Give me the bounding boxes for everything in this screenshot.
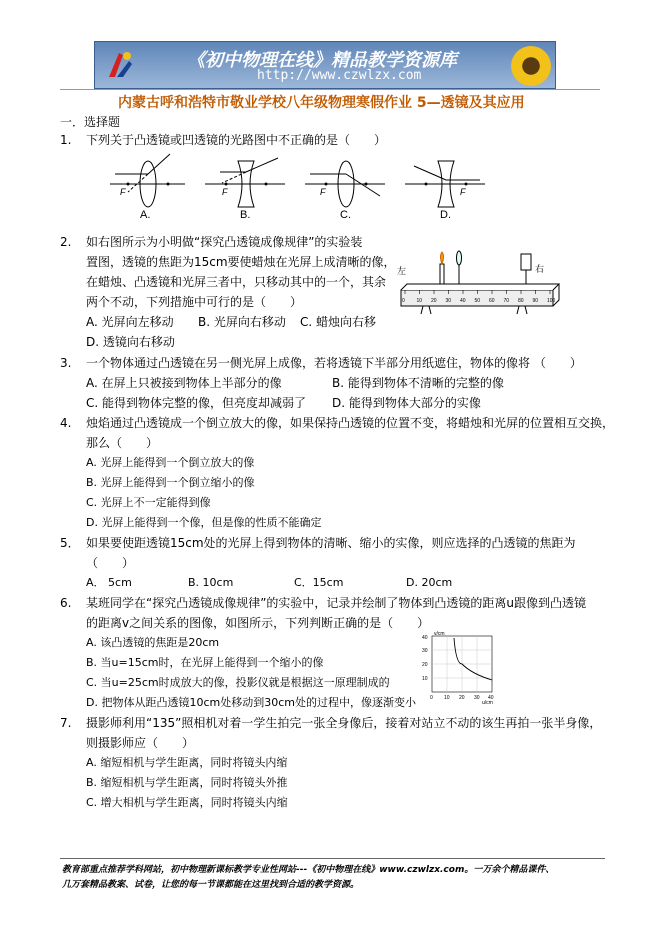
graph-y-label: v/cm [434,631,445,637]
q2-line-1: 如右图所示为小明做“探究凸透镜成像规律”的实验装 [86,235,363,249]
q5-line-1: 如果要使距透镜15cm处的光屏上得到物体的清晰、缩小的实像，则应选择的凸透镜的焦距为 [86,536,576,550]
ruler-tick-label: 20 [431,298,437,304]
footer-line-2: 几万套精品教案、试卷，让您的每一节课都能在这里找到合适的教学资源。 [62,880,360,890]
ruler-tick-label: 50 [474,298,481,304]
diagram-c-label: C. [340,209,351,221]
ruler-tick-label: 90 [532,298,539,304]
banner-title: 《初中物理在线》精品教学资源库 [187,50,457,71]
q6-option-b: B. 当u=15cm时，在光屏上能得到一个缩小的像 [86,656,324,669]
q7-option-c: C. 增大相机与学生距离，同时将镜头内缩 [86,796,288,809]
q5-line-2: （ ） [86,556,135,570]
q2-option-c: C. 蜡烛向右移 [300,315,377,329]
ruler-tick-label: 40 [460,298,466,304]
q2-line-4: 两个不动，下列措施中可行的是（ ） [86,295,303,309]
ruler-tick-label: 0 [402,298,405,304]
diagram-b-label: B. [240,209,251,221]
banner-url[interactable]: http://www.czwlzx.com [257,68,422,83]
document-title: 内蒙古呼和浩特市敬业学校八年级物理寒假作业 5—透镜及其应用 [118,95,525,111]
q3-option-b: B. 能得到物体不清晰的完整的像 [332,376,504,390]
q4-line-1: 烛焰通过凸透镜成一个倒立放大的像，如果保持凸透镜的位置不变，将蜡烛和光屏的位置相互交换， [86,416,615,430]
q2-option-b: B. 光屏向右移动 [198,315,286,329]
svg-text:F: F [320,187,326,197]
site-logo [105,49,135,81]
q3-option-a: A. 在屏上只被接到物体上半部分的像 [86,376,282,390]
q6-line-1: 某班同学在“探究凸透镜成像规律”的实验中，记录并绘制了物体到凸透镜的距离u跟像到凸透镜 [86,596,587,610]
svg-text:F: F [222,187,228,197]
q7-option-a: A. 缩短相机与学生距离，同时将镜头内缩 [86,756,288,769]
q4-line-2: 那么（ ） [86,436,159,450]
header-divider [60,89,600,90]
ruler-tick-label: 30 [445,298,452,304]
q3-option-c: C. 能得到物体完整的像，但亮度却减弱了 [86,396,307,410]
uv-graph [418,628,500,706]
svg-text:F: F [460,187,466,197]
q5-option-c: C．15cm [294,576,344,589]
svg-text:30: 30 [474,695,480,701]
q4-number: 4. [60,416,72,430]
q2-number: 2. [60,235,72,249]
q3-number: 3. [60,356,72,370]
svg-text:40: 40 [488,695,494,701]
q5-option-b: B. 10cm [188,576,234,589]
ruler-tick-label: 100 [547,298,556,304]
q6-option-d: D. 把物体从距凸透镜10cm处移动到30cm处的过程中，像逐渐变小 [86,696,416,709]
q4-option-d: D. 光屏上能得到一个像，但是像的性质不能确定 [86,516,322,529]
svg-text:20: 20 [422,662,428,668]
graph-x-label: u/cm [482,700,493,706]
q3-text: 一个物体通过凸透镜在另一侧光屏上成像，若将透镜下半部分用纸遮住，物体的像将 （ ） [86,356,582,370]
q1-diagrams [100,152,500,226]
optical-bench-diagram [393,244,563,320]
q7-line-1: 摄影师利用“135”照相机对着一学生拍完一张全身像后，接着对站立不动的该生再拍一张半身像， [86,716,602,730]
focus-label: F [120,187,126,197]
diagram-b [205,158,285,221]
q6-line-2: 的距离v之间关系的图像，如图所示，下列判断正确的是（ ） [86,616,430,630]
section-heading: 一．选择题 [60,115,121,129]
svg-text:20: 20 [459,695,465,701]
ruler-tick-label: 70 [503,298,510,304]
svg-text:30: 30 [422,648,428,654]
q5-option-d: D. 20cm [406,576,453,589]
q5-number: 5． [60,536,80,550]
diagram-a [110,154,185,221]
q6-option-a: A. 该凸透镜的焦距是20cm [86,636,220,649]
q4-option-b: B. 光屏上能得到一个倒立缩小的像 [86,476,255,489]
q6-number: 6. [60,596,72,610]
left-label: 左 [397,266,407,276]
q4-option-a: A. 光屏上能得到一个倒立放大的像 [86,456,255,469]
q1-number: 1. [60,133,72,147]
site-banner [94,41,556,89]
q5-option-a: A． 5cm [86,576,132,589]
ruler-tick-label: 80 [518,298,524,304]
svg-text:10: 10 [422,676,428,682]
footer [62,863,622,893]
q2-line-2: 置图，透镜的焦距为15cm要使蜡烛在光屏上成清晰的像， [86,255,396,269]
q2-option-a: A. 光屏向左移动 [86,315,174,329]
diagram-d-label: D. [440,209,451,221]
svg-text:10: 10 [444,695,450,701]
svg-text:40: 40 [422,635,428,641]
q6-option-c: C. 当u=25cm时成放大的像，投影仪就是根据这一原理制成的 [86,676,390,689]
footer-divider [60,858,605,859]
diagram-c [305,161,385,221]
ruler-tick-label: 60 [489,298,495,304]
sunflower-image [511,46,551,86]
footer-line-1: 教育部重点推荐学科网站，初中物理新课标教学专业性网站---《初中物理在线》www.czwlzx.com。一万余个精品课件、 [62,865,555,875]
q4-option-c: C. 光屏上不一定能得到像 [86,496,211,509]
ruler-tick-label: 10 [416,298,423,304]
q2-option-d: D. 透镜向右移动 [86,335,175,349]
q7-line-2: 则摄影师应（ ） [86,736,195,750]
diagram-a-label: A. [140,209,151,221]
diagram-d [405,161,485,221]
svg-text:0: 0 [430,695,433,701]
q1-text: 下列关于凸透镜或凹透镜的光路图中不正确的是（ ） [86,133,387,147]
q2-line-3: 在蜡烛、凸透镜和光屏三者中，只移动其中的一个，其余 [86,275,387,289]
q3-option-d: D. 能得到物体大部分的实像 [332,396,481,410]
right-label: 右 [535,264,545,274]
q7-option-b: B. 缩短相机与学生距离，同时将镜头外推 [86,776,288,789]
q7-number: 7. [60,716,72,730]
